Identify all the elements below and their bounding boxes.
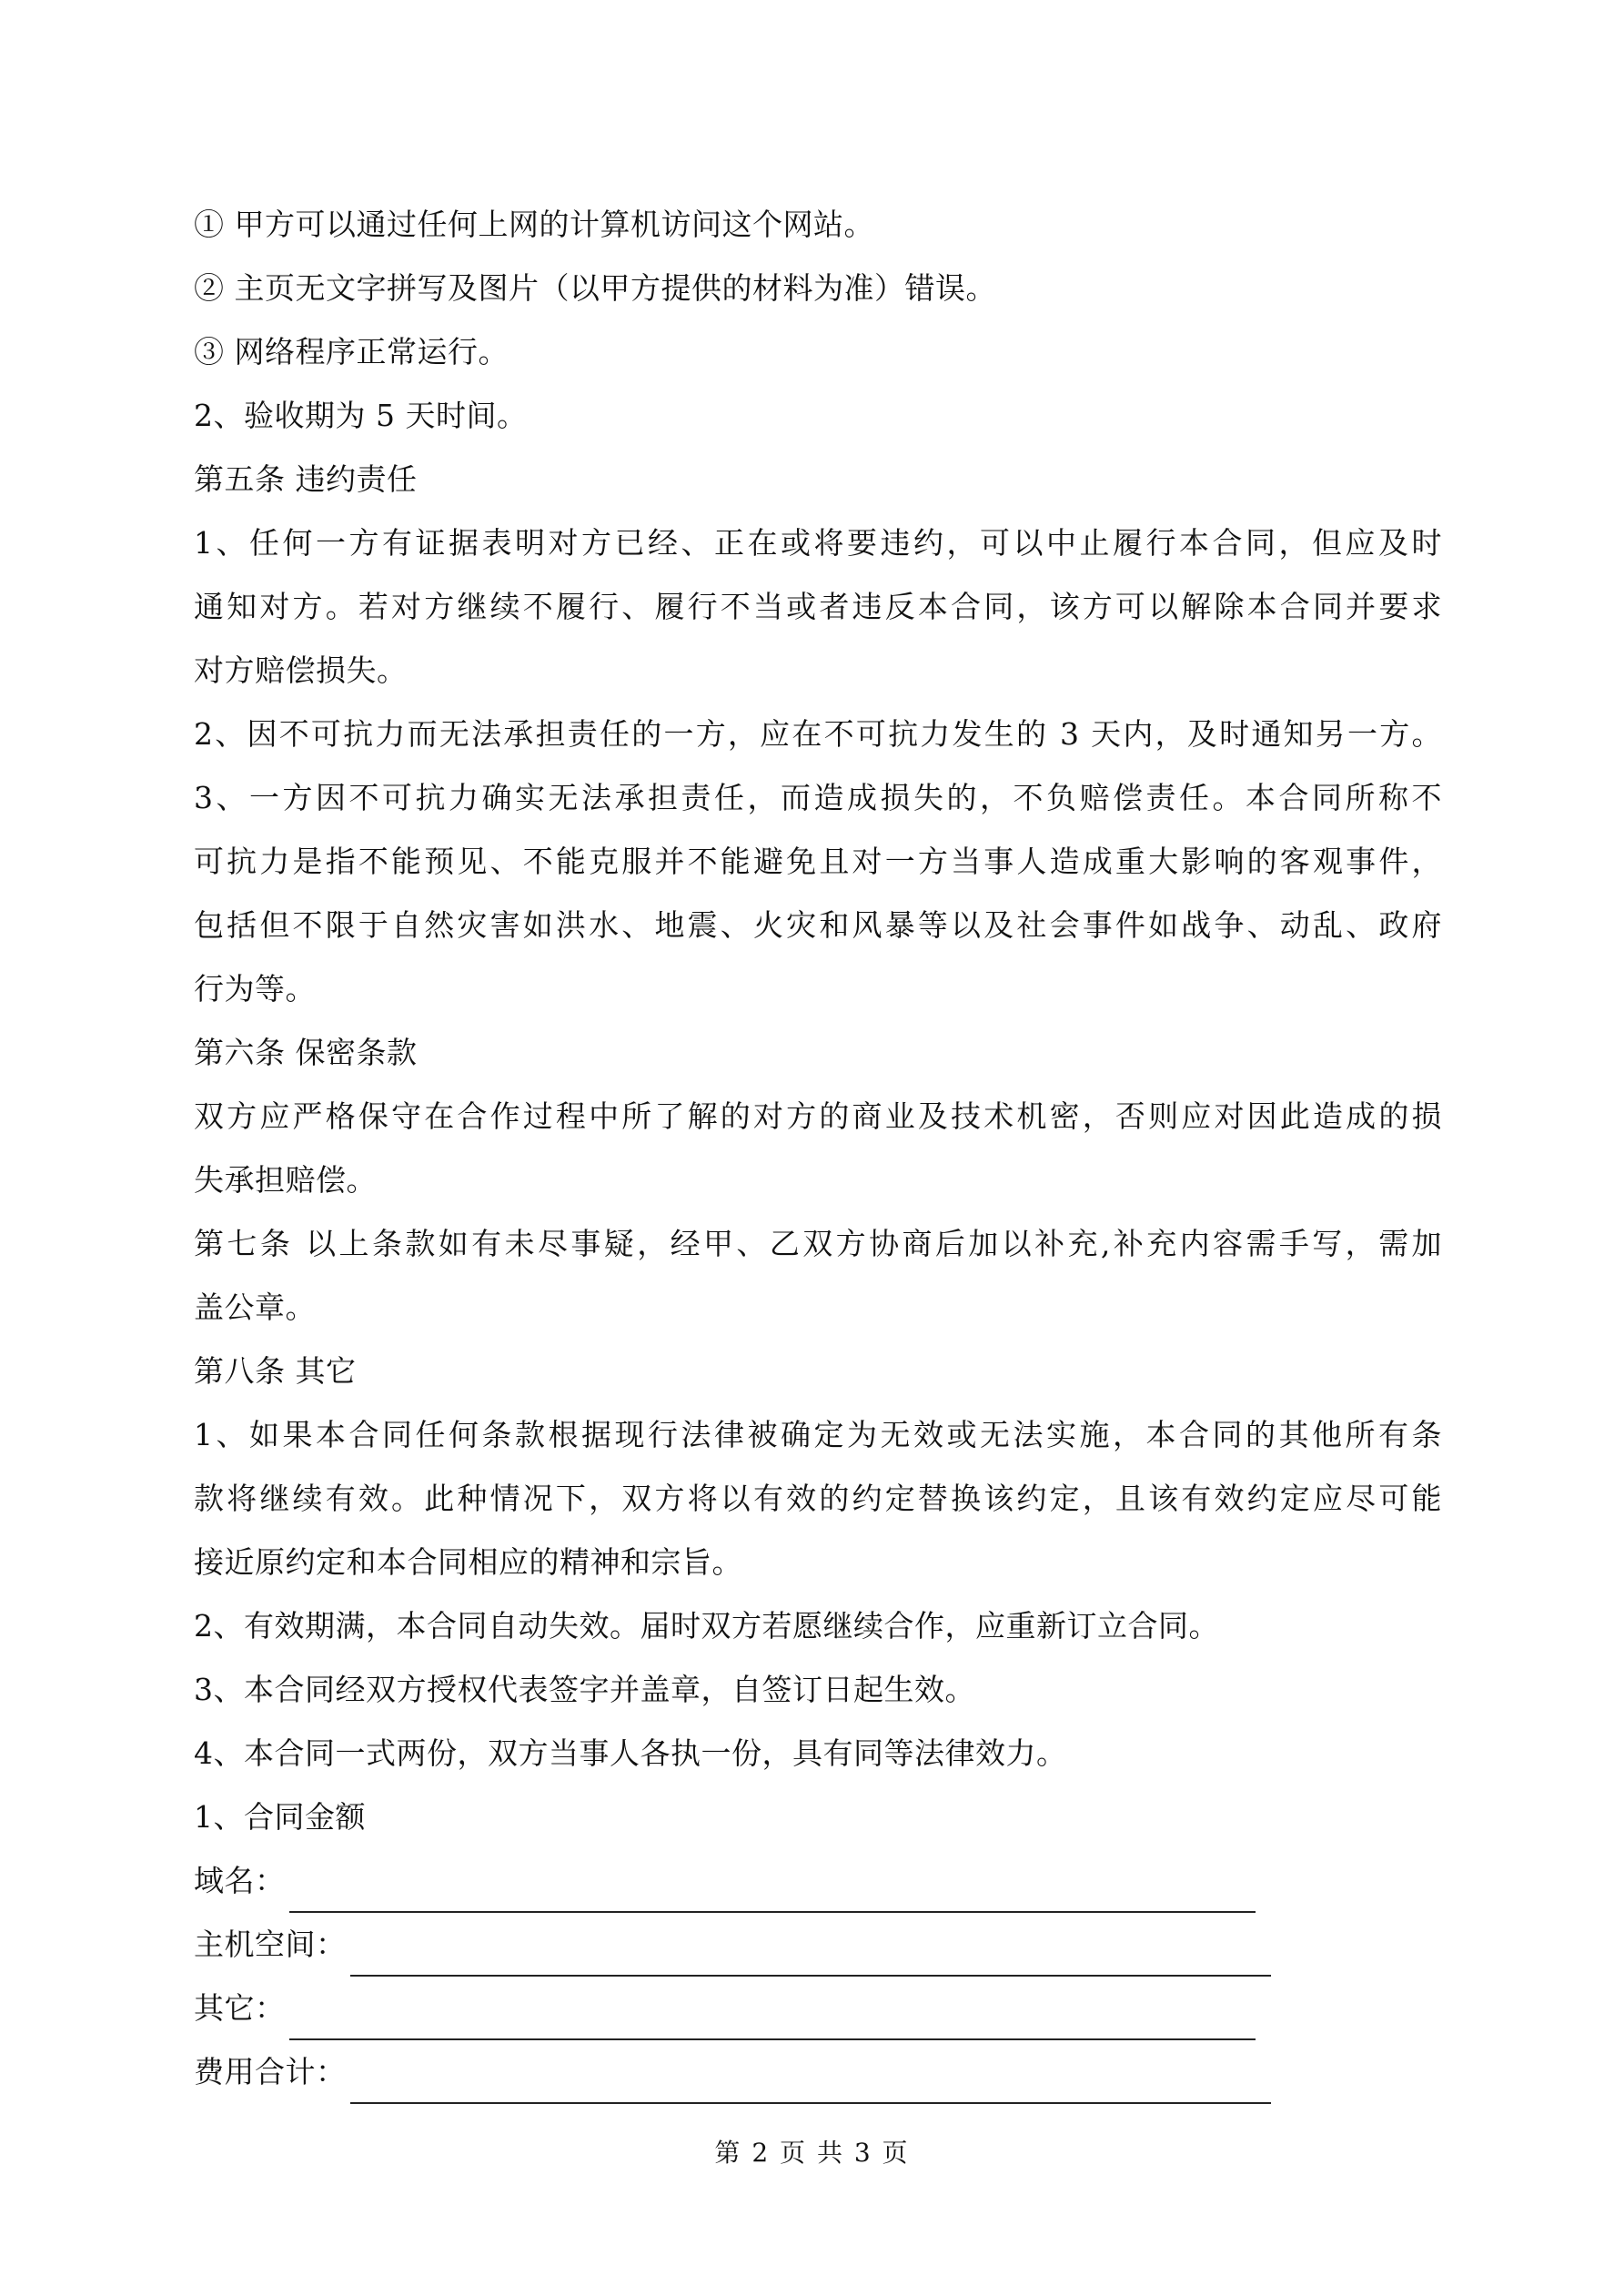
hosting-fee-field <box>194 1913 1442 1977</box>
acceptance-criterion-2: ② 主页无文字拼写及图片（以甲方提供的材料为准）错误。 <box>194 270 996 306</box>
contract-body <box>194 193 1442 2104</box>
article-5-clause-3: 行为等。 <box>194 971 316 1006</box>
acceptance-criterion-1: ① 甲方可以通过任何上网的计算机访问这个网站。 <box>194 207 874 242</box>
article-8-clause-1: 1、如果本合同任何条款根据现行法律被确定为无效或无法实施，本合同的其他所有条 <box>194 1417 1442 1452</box>
domain-fee-blank[interactable] <box>289 1871 1256 1913</box>
article-8-clause-2: 2、有效期满，本合同自动失效。届时双方若愿继续合作，应重新订立合同。 <box>194 1608 1219 1644</box>
other-fee-field <box>194 1977 1442 2040</box>
article-7-text: 盖公章。 <box>194 1290 316 1325</box>
article-8-clause-1: 款将继续有效。此种情况下，双方将以有效的约定替换该约定，且该有效约定应尽可能 <box>194 1481 1442 1516</box>
contract-text <box>194 193 1442 1849</box>
contract-amount-heading: 1、合同金额 <box>194 1799 366 1835</box>
total-fee-label: 费用合计： <box>194 2054 347 2089</box>
domain-fee-label: 域名： <box>194 1863 286 1898</box>
total-fee-blank[interactable] <box>350 2062 1271 2104</box>
article-8-clause-1: 接近原约定和本合同相应的精神和宗旨。 <box>194 1544 742 1580</box>
other-fee-blank[interactable] <box>289 1998 1256 2040</box>
article-5-heading: 第五条 违约责任 <box>194 461 418 497</box>
article-5-clause-3: 包括但不限于自然灾害如洪水、地震、火灾和风暴等以及社会事件如战争、动乱、政府 <box>194 907 1442 943</box>
article-5-clause-3: 可抗力是指不能预见、不能克服并不能避免且对一方当事人造成重大影响的客观事件， <box>194 844 1442 879</box>
article-8-clause-4: 4、本合同一式两份，双方当事人各执一份，具有同等法律效力。 <box>194 1735 1067 1771</box>
hosting-fee-blank[interactable] <box>350 1935 1271 1977</box>
acceptance-period: 2、验收期为 5 天时间。 <box>194 398 528 433</box>
article-5-clause-1: 1、任何一方有证据表明对方已经、正在或将要违约，可以中止履行本合同，但应及时 <box>194 525 1442 561</box>
acceptance-criterion-3: ③ 网络程序正常运行。 <box>194 334 509 369</box>
article-6-text: 失承担赔偿。 <box>194 1162 377 1198</box>
article-6-text: 双方应严格保守在合作过程中所了解的对方的商业及技术机密，否则应对因此造成的损 <box>194 1098 1442 1134</box>
other-fee-label: 其它： <box>194 1990 286 2026</box>
article-8-clause-3: 3、本合同经双方授权代表签字并盖章，自签订日起生效。 <box>194 1672 975 1707</box>
total-fee-field <box>194 2040 1442 2104</box>
page-number: 第 2 页 共 3 页 <box>714 2138 910 2168</box>
article-8-heading: 第八条 其它 <box>194 1353 357 1389</box>
hosting-fee-label: 主机空间： <box>194 1927 347 1962</box>
domain-fee-field <box>194 1849 1442 1913</box>
article-5-clause-1: 通知对方。若对方继续不履行、履行不当或者违反本合同，该方可以解除本合同并要求 <box>194 589 1442 624</box>
article-6-heading: 第六条 保密条款 <box>194 1035 418 1070</box>
article-5-clause-1: 对方赔偿损失。 <box>194 652 408 688</box>
article-5-clause-2: 2、因不可抗力而无法承担责任的一方，应在不可抗力发生的 3 天内，及时通知另一方。 <box>194 716 1442 752</box>
article-7-text: 第七条 以上条款如有未尽事疑，经甲、乙双方协商后加以补充,补充内容需手写，需加 <box>194 1226 1442 1261</box>
article-5-clause-3: 3、一方因不可抗力确实无法承担责任，而造成损失的，不负赔偿责任。本合同所称不 <box>194 780 1442 815</box>
